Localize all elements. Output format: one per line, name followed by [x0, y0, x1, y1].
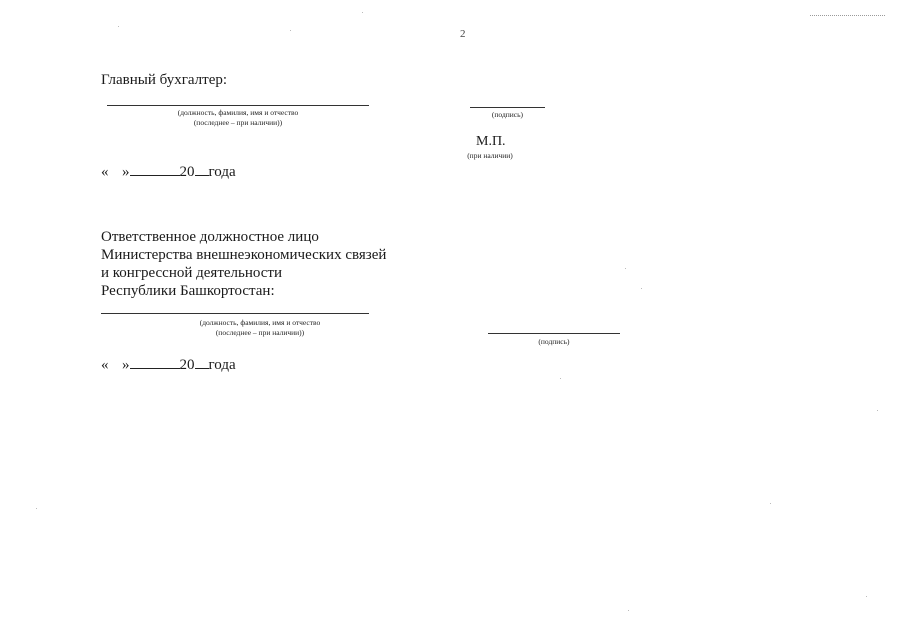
date-line [101, 163, 236, 181]
year-suffix: года [208, 164, 236, 180]
signature-caption: (подпись) [491, 110, 524, 119]
position-caption-line1: (должность, фамилия, имя и отчество [177, 108, 299, 117]
year-prefix: 20 [179, 164, 195, 180]
scan-speck [362, 12, 363, 13]
position-line [101, 313, 369, 314]
year-prefix: 20 [179, 357, 195, 373]
day-blank [112, 357, 118, 369]
scan-speck [36, 508, 37, 509]
stamp-caption: (при наличии) [467, 151, 513, 160]
title-line: Министерства внешнеэкономических связей [101, 247, 387, 263]
title-line: и конгрессной деятельности [101, 265, 283, 281]
page-number: 2 [460, 28, 466, 40]
scan-speck [625, 268, 626, 269]
date-line [101, 356, 236, 374]
scan-speck [770, 503, 771, 504]
signature-caption: (подпись) [538, 337, 570, 346]
scan-speck [866, 596, 867, 597]
position-caption [107, 108, 369, 128]
chief-accountant-title: Главный бухгалтер: [101, 72, 228, 88]
position-caption [125, 318, 395, 338]
responsible-official-title [101, 228, 386, 300]
quote-open: « [101, 164, 109, 180]
scan-artifact-line [810, 15, 885, 16]
month-blank [130, 356, 180, 369]
year-suffix: года [208, 357, 236, 373]
quote-close: » [122, 357, 130, 373]
year-blank [195, 356, 209, 369]
title-line: Ответственное должностное лицо [101, 229, 319, 245]
month-blank [130, 163, 180, 176]
scan-speck [628, 610, 629, 611]
position-caption-line2: (последнее – при наличии)) [193, 118, 283, 127]
title-line: Республики Башкортостан: [101, 283, 275, 299]
scan-speck [641, 288, 642, 289]
day-blank [112, 164, 118, 176]
quote-close: » [122, 164, 130, 180]
position-caption-line2: (последнее – при наличии)) [215, 328, 305, 337]
position-line [107, 105, 369, 106]
quote-open: « [101, 357, 109, 373]
signature-line [488, 333, 620, 334]
scan-speck [877, 410, 878, 411]
stamp-label: М.П. [476, 134, 506, 149]
position-caption-line1: (должность, фамилия, имя и отчество [199, 318, 321, 327]
signature-line [470, 107, 545, 108]
scan-speck [290, 30, 291, 31]
scan-speck [560, 378, 561, 379]
scan-speck [118, 26, 119, 27]
year-blank [195, 163, 209, 176]
